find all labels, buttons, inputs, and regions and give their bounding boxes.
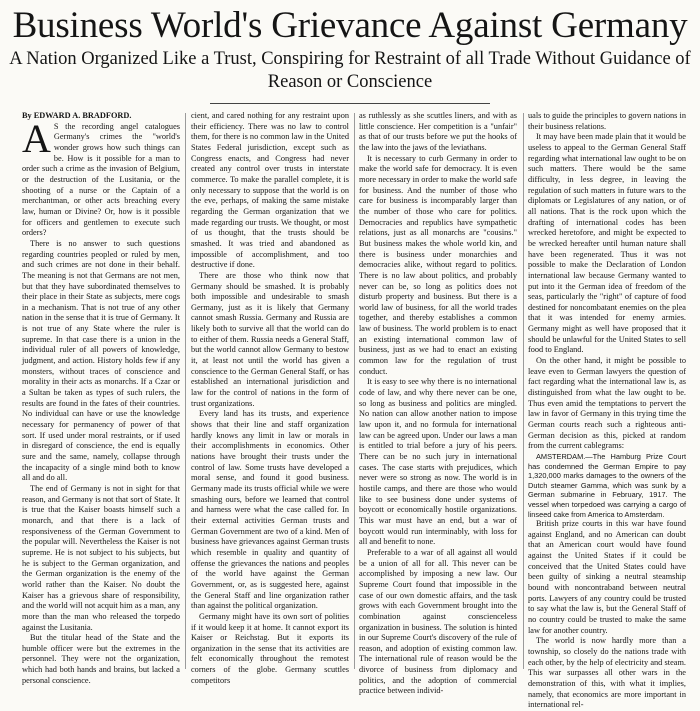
paragraph: Germany might have its own sort of polities if it would keep it at home. It cannot export its Kaiser or Reichstag. But it exports its organization in the sense that its activities are felt economically throughout the remotest corners of the globe. Germany scuttles competitors — [191, 611, 349, 685]
paragraph: Every land has its trusts, and experience shows that their line and staff organization hardly knows any limit in law or morals in their accomplishments in economics. Other nations have brought their trusts under the control of law. Some trusts have developed a moral sense, and found it good business. Germany made its trusts official while we were smashing ours, before we learned that control and harness were what the case called for. In their external activities German trusts and German Government are two of a kind. Men of business have grievances against German trusts which resemble in quality and quantity of offense the grievances the nations and peoples of the world have against the German Government, or, as is suggested here, against the General Staff and line organization rather than against the political organization. — [191, 409, 349, 611]
subheadline: A Nation Organized Like a Trust, Conspiring for Restraint of all Trade Without Guidance of Reason or Conscience — [9, 49, 691, 92]
paragraph: as ruthlessly as she scuttles liners, and with as little conscience. Her competition is a "unfair" as that of our trusts before we put the hooks of the law into the jaws of the leviathans. — [359, 111, 517, 152]
column-divider — [354, 113, 355, 669]
paragraph: uals to guide the principles to govern nations in their business relations. — [528, 111, 686, 131]
column-3 — [359, 111, 517, 696]
paragraph: It is easy to see why there is no international code of law, and why there never can be one, so long as business and politics are mingled. No nation can allow another nation to impose law upon it, and no formula for international law can be agreed upon. Under our laws a man is entitled to trial before a jury of his peers. There can be no such jury in international cases. The case starts with prejudices, which never were so strong as now. The world is in hostile camps, and there are those who would like to see business done under systems of boycott or economically hostile organizations. This war must have an end, but a war of boycott would run interminably, with loss for all and benefit to none. — [359, 377, 517, 547]
byline: By EDWARD A. BRADFORD. — [22, 111, 132, 120]
paragraph: The world is now hardly more than a township, so closely do the nations trade with each other, by the help of electricity and steam. This war surpasses all other wars in the demonstration of this, with what it implies, namely, that economics are more important in international rel- — [528, 636, 686, 710]
paragraph: S the recording angel catalogues Germany's crimes the "world's wonder grows how such things can be. How is it possible for a man to order such a crime as the invasion of Belgium, or the destruction of the Lusitania, or the shooting of a nurse or the Captain of a merchantman, or other acts breaching every law, human or Divine? Or, how is it possible for officers and gentlemen to execute such orders? — [22, 121, 180, 238]
column-4 — [528, 111, 686, 710]
headline-rule — [210, 103, 490, 104]
column-2 — [191, 111, 349, 685]
paragraph: Preferable to a war of all against all would be a union of all for all. This never can be accomplished by imposing a new law. Our Supreme Court found that impossible in the case of our own domestic affairs, and the task grows with each Government brought into the combination against conscienceless organization in business. The solution is hinted in our Supreme Court's discovery of the rule of reason, and adoption of existing common law. The international rule of reason would be the divorce of business from diplomacy and politics, and the adoption of commercial practice between individ- — [359, 547, 517, 696]
paragraph: It is necessary to curb Germany in order to make the world safe for democracy. It is even more necessary in order to make the world safe for business. And the number of those who care for business is incomparably larger than the number of those who care for politics. Democracies and republics have sympathetic relations, just as all monarchs are "cousins." But business makes the whole world kin, and there is business under monarchies and democracies alike, without regard to politics. There is no law about politics, and probably never can be, so long as politics does not disturb property and business. But there is a world law of business, for all the world trades together, and thereby establishes a common law of business. The world problem is to enact an existing international common law of business, just as we had to enact an existing common law for the regulation of trust conduct. — [359, 153, 517, 376]
column-divider — [523, 113, 524, 669]
paragraph: cient, and cared nothing for any restraint upon their efficiency. There was no law to control them, for there is no common law in the United States Federal jurisdiction, except such as Congress enacts, and Congress had never created any control over trusts in interstate commerce. To make the parallel complete, it is only necessary to suppose that the world is on the eve, perhaps, of making the same mistake regarding the German organization that we made regarding our trusts. We thought, or most of us thought, that the trusts should be smashed. It was tried and abandoned as impossible of accomplishment, and too destructive if done. — [191, 111, 349, 270]
paragraph: There are those who think now that Germany should be smashed. It is probably both impossible and undesirable to smash Germany, just as it is likely that Germany cannot smash Russia. Germany and Russia are likely both to survive all that the world can do to either of them. Russia needs a General Staff, but the world cannot allow Germany to bestow it, at least not until the world has given a conscience to the German General Staff, or has established an international jurisdiction and law for the control of nations in the form of trust organizations. — [191, 270, 349, 408]
paragraph: British prize courts in this war have found against England, and no American can doubt that an American court would have found against the United States if it could be conceived that the United States could have been guilty of sinking a neutral steamship bound with noncontraband between neutral ports. Lawyers of any country could be trusted to say what the law is, but the General Staff of no country could be trusted to make the same law for another country. — [528, 519, 686, 635]
paragraph: The end of Germany is not in sight for that reason, and Germany is not that sort of State. It is true that the Kaiser boasts himself such a monarch, and that there is a lack of responsiveness of the German Government to the popular will. Nevertheless the Kaiser is not supreme. He is not subject to his subjects, but he is subject to the German organization, and the German organization is the enemy of the world rather than the Kaiser. No doubt the Kaiser has a grievous share of responsibility, and the world will not acquit him as a man, any more than the man who released the torpedo against the Lusitania. — [22, 483, 180, 632]
column-divider — [185, 113, 186, 669]
cablegram-quote: AMSTERDAM.—The Hamburg Prize Court has condemned the German Empire to pay 1,320,000 marks damages to the owners of the Dutch steamer Gamma, which was sunk by a German submarine in February, 1917. The vessel when torpedoed was carrying a cargo of linseed cake from America to Amsterdam. — [528, 452, 686, 519]
paragraph: On the other hand, it might be possible to leave even to German lawyers the question of fact regarding what the international law is, as distinguished from what the law ought to be. Thus even amid the temptations to pervert the law in favor of Germany in this trying time the German courts reach such a righteous anti-German decision as this, picked at random from the current cablegrams: — [528, 356, 686, 451]
paragraph: There is no answer to such questions regarding countries peopled or ruled by men, and such crimes are not done in their behalf. The meaning is not that Germans are not men, but that they have subordinated themselves to their place in their State as subjects, mere cogs in a mechanism. That is not true of any other nation in the sense that it is true of Germany. It is not true of any State where the ruler is supreme. In that case there is a union in the individual ruler of all powers of knowledge, judgment, and action. History holds few if any monsters, without traces of conscience and morality in their acts as monarchs. If a Czar or a Sultan be taken as types of such rulers, the results are found in the fates of their countries. No individual can have or use the knowledge necessary for permanency of power of that sort. If used under moral restraints, or if used in disregard of conscience, the end is equally sure and the same, namely, collapse through the incapacity of a single mind both to know all and do all. — [22, 238, 180, 483]
headline: Business World's Grievance Against Germany — [12, 5, 688, 46]
paragraph: But the titular head of the State and the humble officer were but the extremes in the personnel. They were not the organization, which had both hands and brains, but lacked a personal conscience. — [22, 633, 180, 685]
article-body — [22, 111, 687, 710]
column-1 — [22, 111, 180, 685]
paragraph: It may have been made plain that it would be useless to appeal to the German General Staff regarding what international law ought to be on such matters. There would be the same difficulty, in less degree, in leaving the regulation of such matters in future wars to the diplomats or Legislatures of any nation, or of all nations. That is the rock upon which the drafting of international codes has been wrecked heretofore, and might be expected to be wrecked hereafter until human nature shall have been regenerated. Thus it was not possible to make the Declaration of London international law because Germany wanted to put into it the German idea of freedom of the seas, particularly the "right" of capture of food destined for noncombatant enemies on the plea that it was intended for enemy armies. Germany might as well have proposed that it should be unlawful for the United States to sell food to England. — [528, 132, 686, 355]
drop-cap: A — [22, 115, 51, 161]
